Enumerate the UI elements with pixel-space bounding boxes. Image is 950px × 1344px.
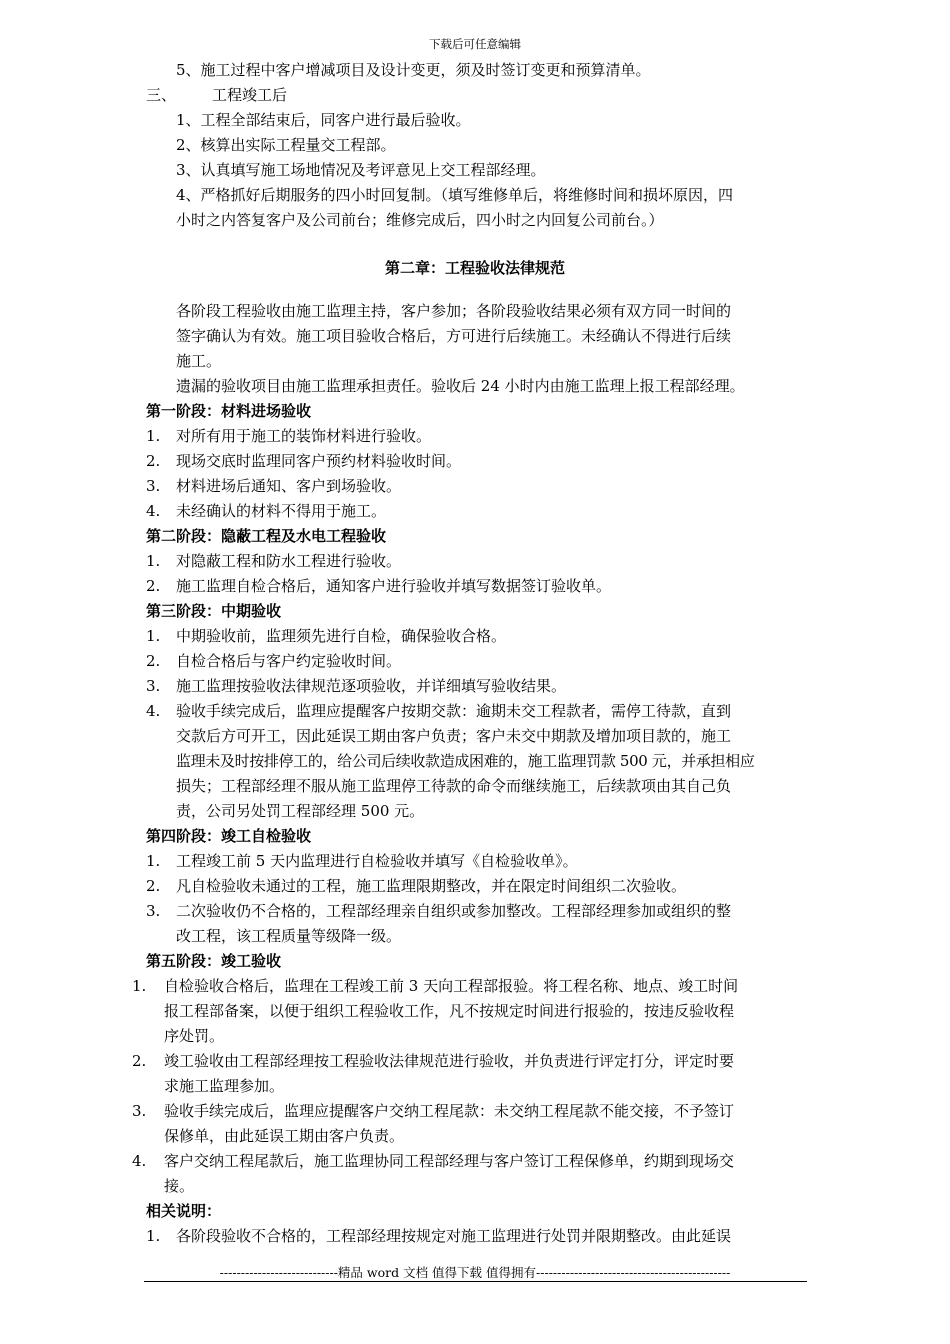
chapter2-title: 第二章：工程验收法律规范 [384,259,565,277]
stage2-item-2-num: 2. [146,577,161,595]
stage3-title: 第三阶段：中期验收 [146,602,282,620]
stage1-item-2-text: 现场交底时监理同客户预约材料验收时间。 [176,452,462,470]
chapter2-intro-line4: 遗漏的验收项目由施工监理承担责任。验收后 24 小时内由施工监理上报工程部经理。 [176,377,745,395]
stage4-item-2-num: 2. [146,877,161,895]
section3-item-4-line2: 小时之内答复客户及公司前台；维修完成后，四小时之内回复公司前台。） [176,211,664,229]
section3-item-1: 1、工程全部结束后，同客户进行最后验收。 [176,111,471,129]
stage5-title: 第五阶段：竣工验收 [146,952,282,970]
stage1-item-1-text: 对所有用于施工的装饰材料进行验收。 [176,427,432,445]
stage1-title: 第一阶段：材料进场验收 [146,402,312,420]
section3-item-2: 2、核算出实际工程量交工程部。 [176,136,396,154]
stage4-item-3-line2: 改工程，该工程质量等级降一级。 [176,927,402,945]
stage2-title: 第二阶段：隐蔽工程及水电工程验收 [146,527,387,545]
stage5-item-1-num: 1. [132,977,147,995]
stage5-item-1-line2: 报工程部备案，以便于组织工程验收工作，凡不按规定时间进行报验的，按违反验收程 [164,1002,735,1020]
stage1-item-4-num: 4. [146,502,161,520]
stage3-item-2-text: 自检合格后与客户约定验收时间。 [176,652,402,670]
stage4-item-3-num: 3. [146,902,161,920]
section3-number: 三、 [146,86,177,104]
notes-item-1-text: 各阶段验收不合格的，工程部经理按规定对施工监理进行处罚并限期整改。由此延误 [176,1227,732,1245]
stage1-item-2-num: 2. [146,452,161,470]
stage4-title: 第四阶段：竣工自检验收 [146,827,312,845]
stage5-item-2-line2: 求施工监理参加。 [164,1077,285,1095]
chapter2-intro-line1: 各阶段工程验收由施工监理主持，客户参加；各阶段验收结果必须有双方同一时间的 [176,302,732,320]
stage5-item-1-line3: 序处罚。 [164,1027,225,1045]
section3-item-4-line1: 4、严格抓好后期服务的四小时回复制。（填写维修单后，将维修时间和损坏原因，四 [176,186,734,204]
stage5-item-4-num: 4. [132,1152,147,1170]
section1-item-5: 5、施工过程中客户增减项目及设计变更，须及时签订变更和预算清单。 [176,61,651,79]
notes-title: 相关说明： [146,1202,222,1220]
stage4-item-1-text: 工程竣工前 5 天内监理进行自检验收并填写《自检验收单》。 [176,852,578,870]
stage3-item-1-num: 1. [146,627,161,645]
notes-item-1-num: 1. [146,1227,161,1245]
stage3-item-4-line2: 交款后方可开工，因此延误工期由客户负责；客户未交中期款及增加项目款的，施工 [176,727,732,745]
stage5-item-2-num: 2. [132,1052,147,1070]
stage3-item-4-line3: 监理未及时按排停工的，给公司后续收款造成困难的，施工监理罚款 500 元，并承担相应 [176,752,755,770]
stage1-item-4-text: 未经确认的材料不得用于施工。 [176,502,387,520]
stage1-item-3-num: 3. [146,477,161,495]
section3-item-3: 3、认真填写施工场地情况及考评意见上交工程部经理。 [176,161,546,179]
stage2-item-1-text: 对隐蔽工程和防水工程进行验收。 [176,552,402,570]
stage3-item-4-line4: 损失；工程部经理不服从施工监理停工待款的命令而继续施工，后续款项由其自己负 [176,777,732,795]
stage3-item-3-text: 施工监理按验收法律规范逐项验收，并详细填写验收结果。 [176,677,567,695]
stage3-item-4-line1: 验收手续完成后，监理应提醒客户按期交款：逾期未交工程款者，需停工待款，直到 [176,702,732,720]
stage3-item-4-num: 4. [146,702,161,720]
stage5-item-1-line1: 自检验收合格后，监理在工程竣工前 3 天向工程部报验。将工程名称、地点、竣工时间 [164,977,739,995]
stage2-item-1-num: 1. [146,552,161,570]
stage4-item-2-text: 凡自检验收未通过的工程，施工监理限期整改，并在限定时间组织二次验收。 [176,877,687,895]
stage4-item-3-line1: 二次验收仍不合格的，工程部经理亲自组织或参加整改。工程部经理参加或组织的整 [176,902,732,920]
stage3-item-2-num: 2. [146,652,161,670]
footer-rule [144,1281,807,1282]
stage5-item-2-line1: 竣工验收由工程部经理按工程验收法律规范进行验收，并负责进行评定打分，评定时要 [164,1052,735,1070]
chapter2-intro-line3: 施工。 [176,352,222,370]
stage5-item-4-line2: 接。 [164,1177,195,1195]
chapter2-intro-line2: 签字确认为有效。施工项目验收合格后，方可进行后续施工。未经确认不得进行后续 [176,327,732,345]
stage1-item-1-num: 1. [146,427,161,445]
stage5-item-3-line2: 保修单，由此延误工期由客户负责。 [164,1127,405,1145]
section3-title: 工程竣工后 [212,86,288,104]
stage4-item-1-num: 1. [146,852,161,870]
stage5-item-4-line1: 客户交纳工程尾款后，施工监理协同工程部经理与客户签订工程保修单，约期到现场交 [164,1152,735,1170]
stage2-item-2-text: 施工监理自检合格后，通知客户进行验收并填写数据签订验收单。 [176,577,612,595]
stage5-item-3-line1: 验收手续完成后，监理应提醒客户交纳工程尾款：未交纳工程尾款不能交接，不予签订 [164,1102,735,1120]
stage5-item-3-num: 3. [132,1102,147,1120]
stage1-item-3-text: 材料进场后通知、客户到场验收。 [176,477,402,495]
page-footer: ----------------------------精品 word 文档 值得下载 值得拥有---------------------------------------------- [219,1265,731,1280]
stage3-item-1-text: 中期验收前，监理须先进行自检，确保验收合格。 [176,627,507,645]
stage3-item-3-num: 3. [146,677,161,695]
stage3-item-4-line5: 责，公司另处罚工程部经理 500 元。 [176,802,425,820]
page-header: 下载后可任意编辑 [429,37,521,51]
